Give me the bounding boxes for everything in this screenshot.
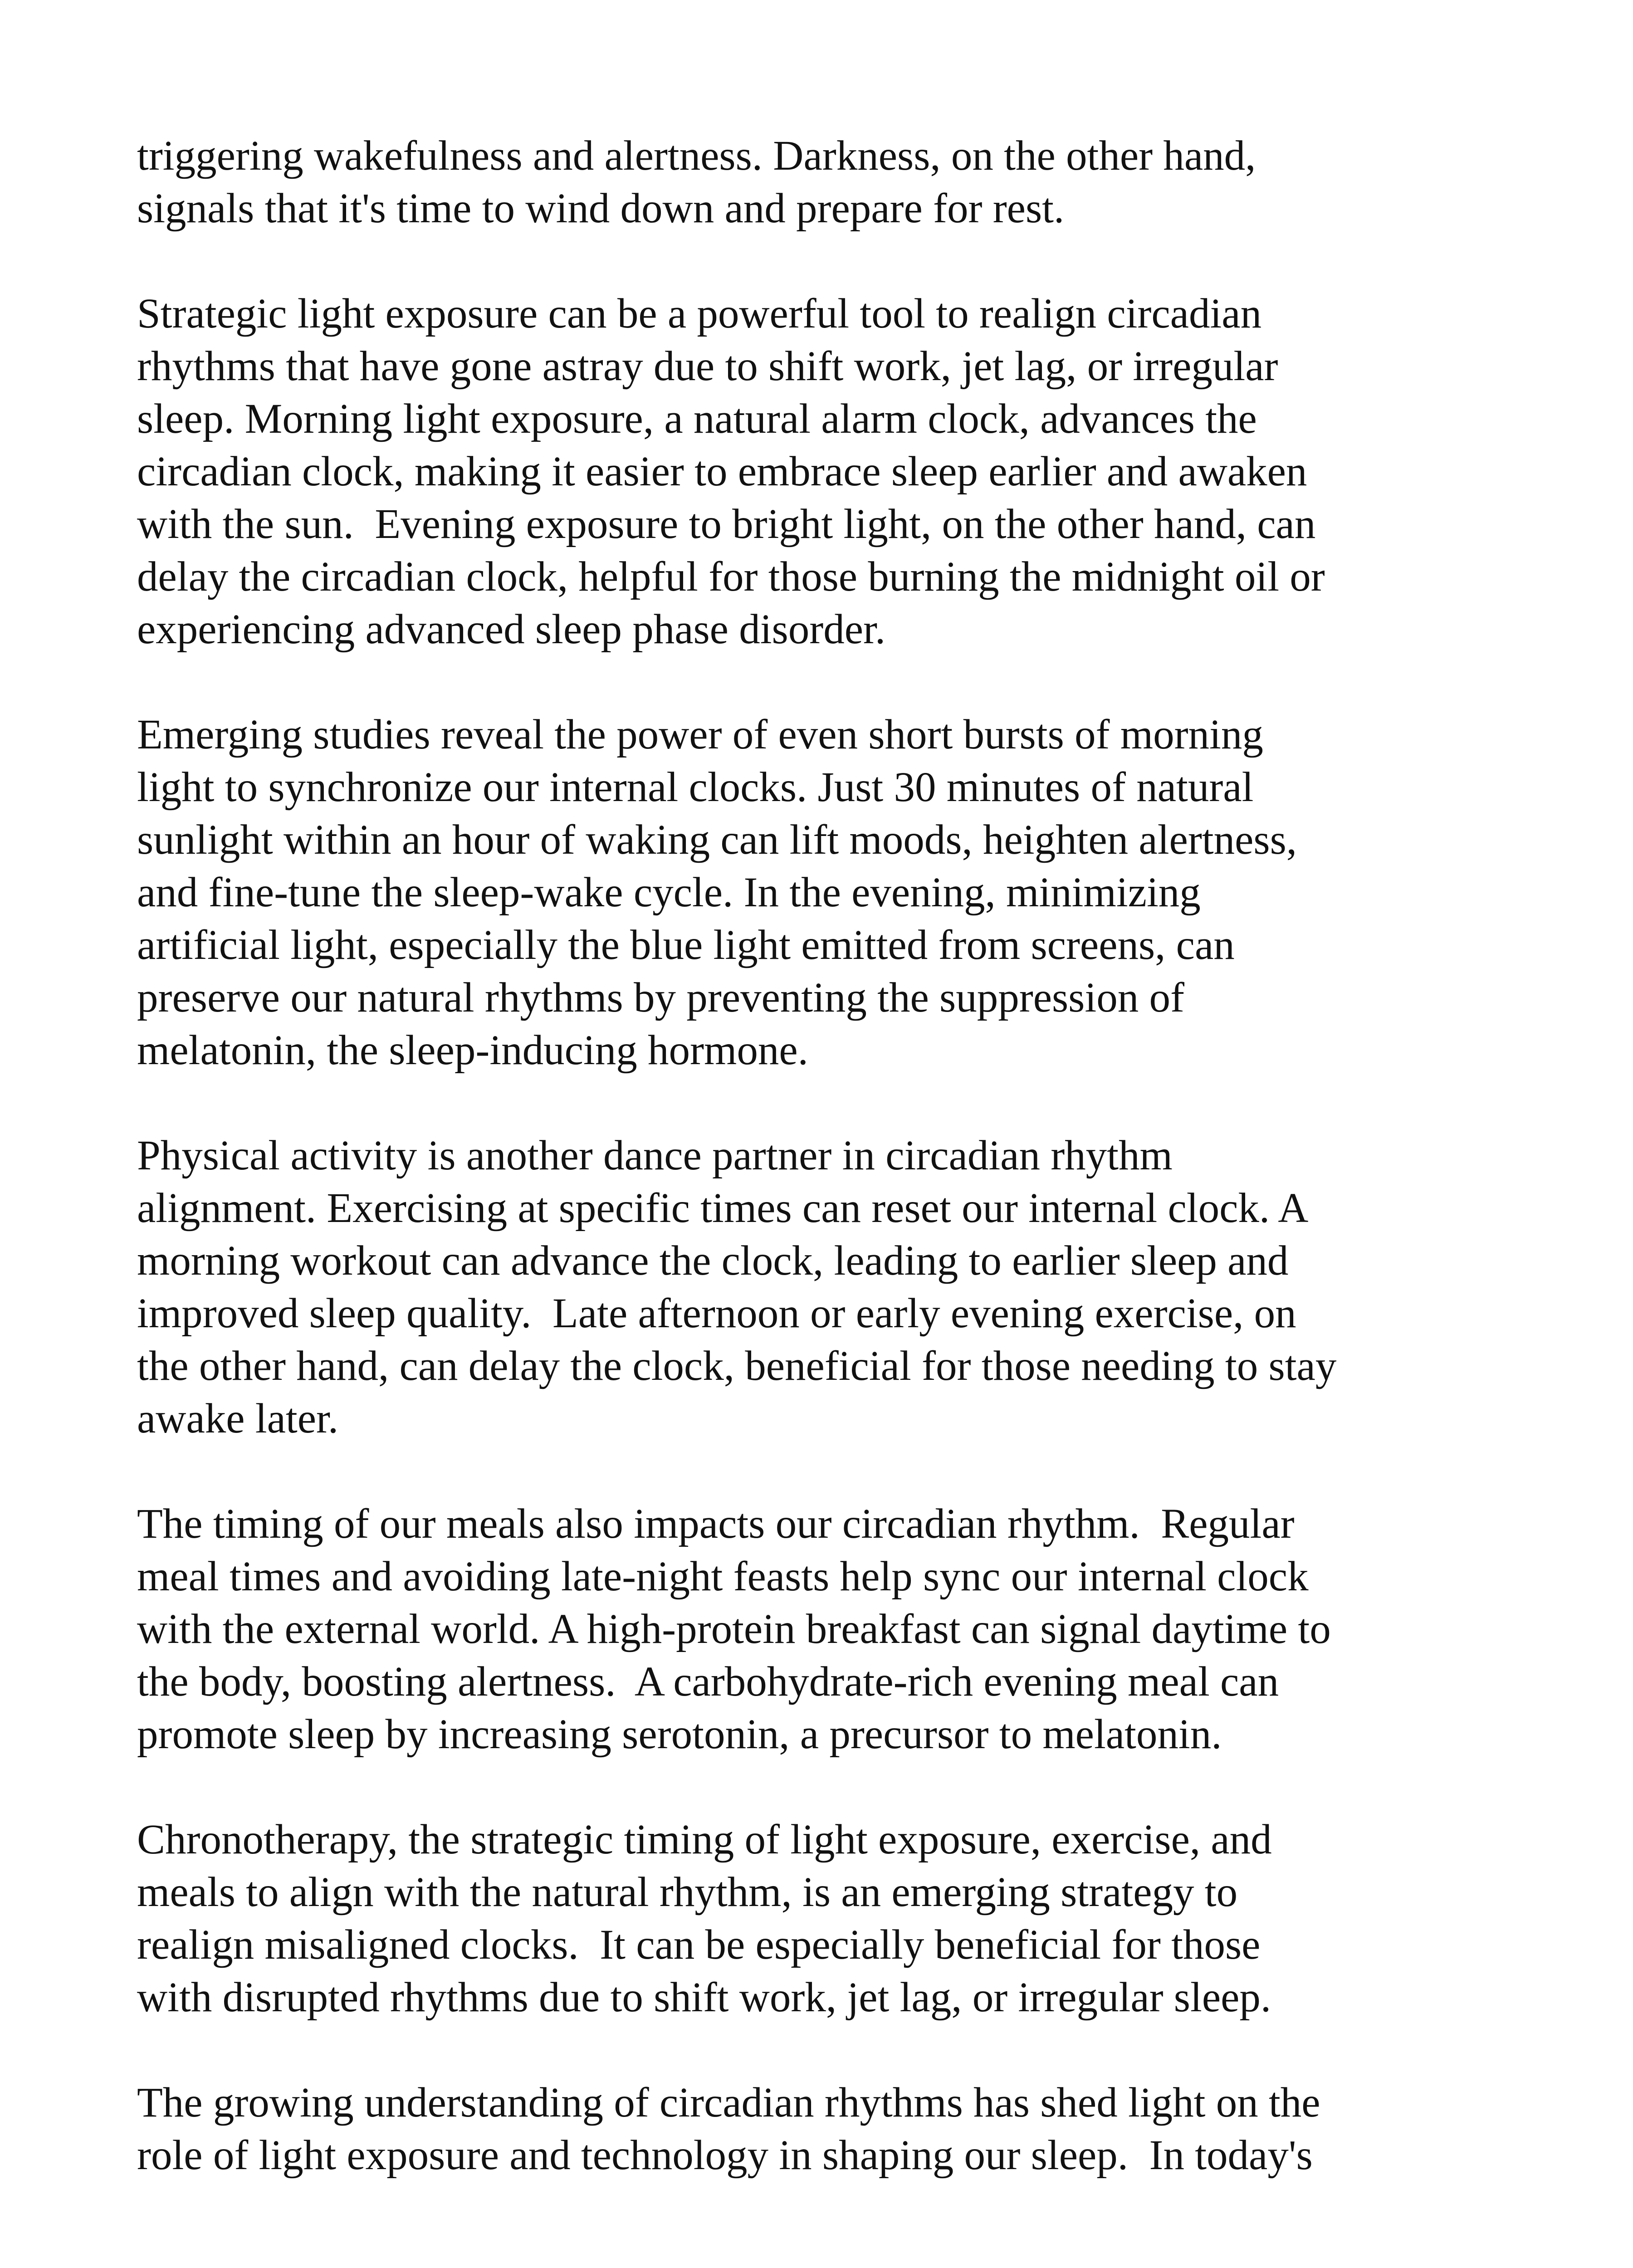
text-line: melatonin, the sleep-inducing hormone. xyxy=(137,1027,808,1074)
text-line: circadian clock, making it easier to embrace sleep earlier and awaken xyxy=(137,448,1307,495)
text-line: triggering wakefulness and alertness. Darkness, on the other hand, xyxy=(137,132,1256,179)
text-line: experiencing advanced sleep phase disorder. xyxy=(137,606,886,653)
text-line: sunlight within an hour of waking can lift moods, heighten alertness, xyxy=(137,816,1297,863)
text-line: improved sleep quality. Late afternoon or early evening exercise, on xyxy=(137,1290,1296,1337)
text-line: The timing of our meals also impacts our circadian rhythm. Regular xyxy=(137,1501,1295,1547)
text-line: signals that it's time to wind down and prepare for rest. xyxy=(137,185,1065,232)
paragraph-emerging-studies xyxy=(137,709,1452,1077)
text-line: meals to align with the natural rhythm, is an emerging strategy to xyxy=(137,1869,1238,1916)
paragraph-meal-timing xyxy=(137,1498,1452,1761)
paragraph-physical-activity xyxy=(137,1129,1452,1445)
paragraph-strategic-light xyxy=(137,288,1452,656)
text-line: meal times and avoiding late-night feasts help sync our internal clock xyxy=(137,1553,1309,1600)
text-line: Strategic light exposure can be a powerful tool to realign circadian xyxy=(137,290,1262,337)
text-line: awake later. xyxy=(137,1395,339,1442)
text-line: and fine-tune the sleep-wake cycle. In the evening, minimizing xyxy=(137,869,1201,916)
text-line: alignment. Exercising at specific times can reset our internal clock. A xyxy=(137,1185,1309,1232)
text-line: with disrupted rhythms due to shift work, jet lag, or irregular sleep. xyxy=(137,1974,1271,2021)
text-line: with the sun. Evening exposure to bright light, on the other hand, can xyxy=(137,501,1316,547)
paragraph-chronotherapy xyxy=(137,1813,1452,2024)
text-line: delay the circadian clock, helpful for those burning the midnight oil or xyxy=(137,553,1325,600)
text-line: light to synchronize our internal clocks. Just 30 minutes of natural xyxy=(137,764,1254,811)
text-line: with the external world. A high-protein breakfast can signal daytime to xyxy=(137,1606,1331,1652)
text-line: sleep. Morning light exposure, a natural alarm clock, advances the xyxy=(137,396,1257,442)
body-text xyxy=(137,130,1452,2234)
paragraph-light-darkness xyxy=(137,130,1452,235)
text-line: role of light exposure and technology in shaping our sleep. In today's xyxy=(137,2132,1313,2179)
text-line: the other hand, can delay the clock, beneficial for those needing to stay xyxy=(137,1343,1337,1389)
text-line: preserve our natural rhythms by preventing the suppression of xyxy=(137,974,1184,1021)
text-line: rhythms that have gone astray due to shift work, jet lag, or irregular xyxy=(137,343,1278,390)
text-line: the body, boosting alertness. A carbohydrate-rich evening meal can xyxy=(137,1658,1279,1705)
text-line: morning workout can advance the clock, leading to earlier sleep and xyxy=(137,1237,1289,1284)
text-line: realign misaligned clocks. It can be especially beneficial for those xyxy=(137,1921,1261,1968)
text-line: artificial light, especially the blue light emitted from screens, can xyxy=(137,922,1235,968)
paragraph-growing-understanding xyxy=(137,2077,1452,2182)
text-line: promote sleep by increasing serotonin, a precursor to melatonin. xyxy=(137,1711,1222,1758)
text-line: The growing understanding of circadian rhythms has shed light on the xyxy=(137,2079,1320,2126)
text-line: Physical activity is another dance partner in circadian rhythm xyxy=(137,1132,1173,1179)
text-line: Emerging studies reveal the power of even short bursts of morning xyxy=(137,711,1263,758)
text-line: Chronotherapy, the strategic timing of light exposure, exercise, and xyxy=(137,1816,1272,1863)
